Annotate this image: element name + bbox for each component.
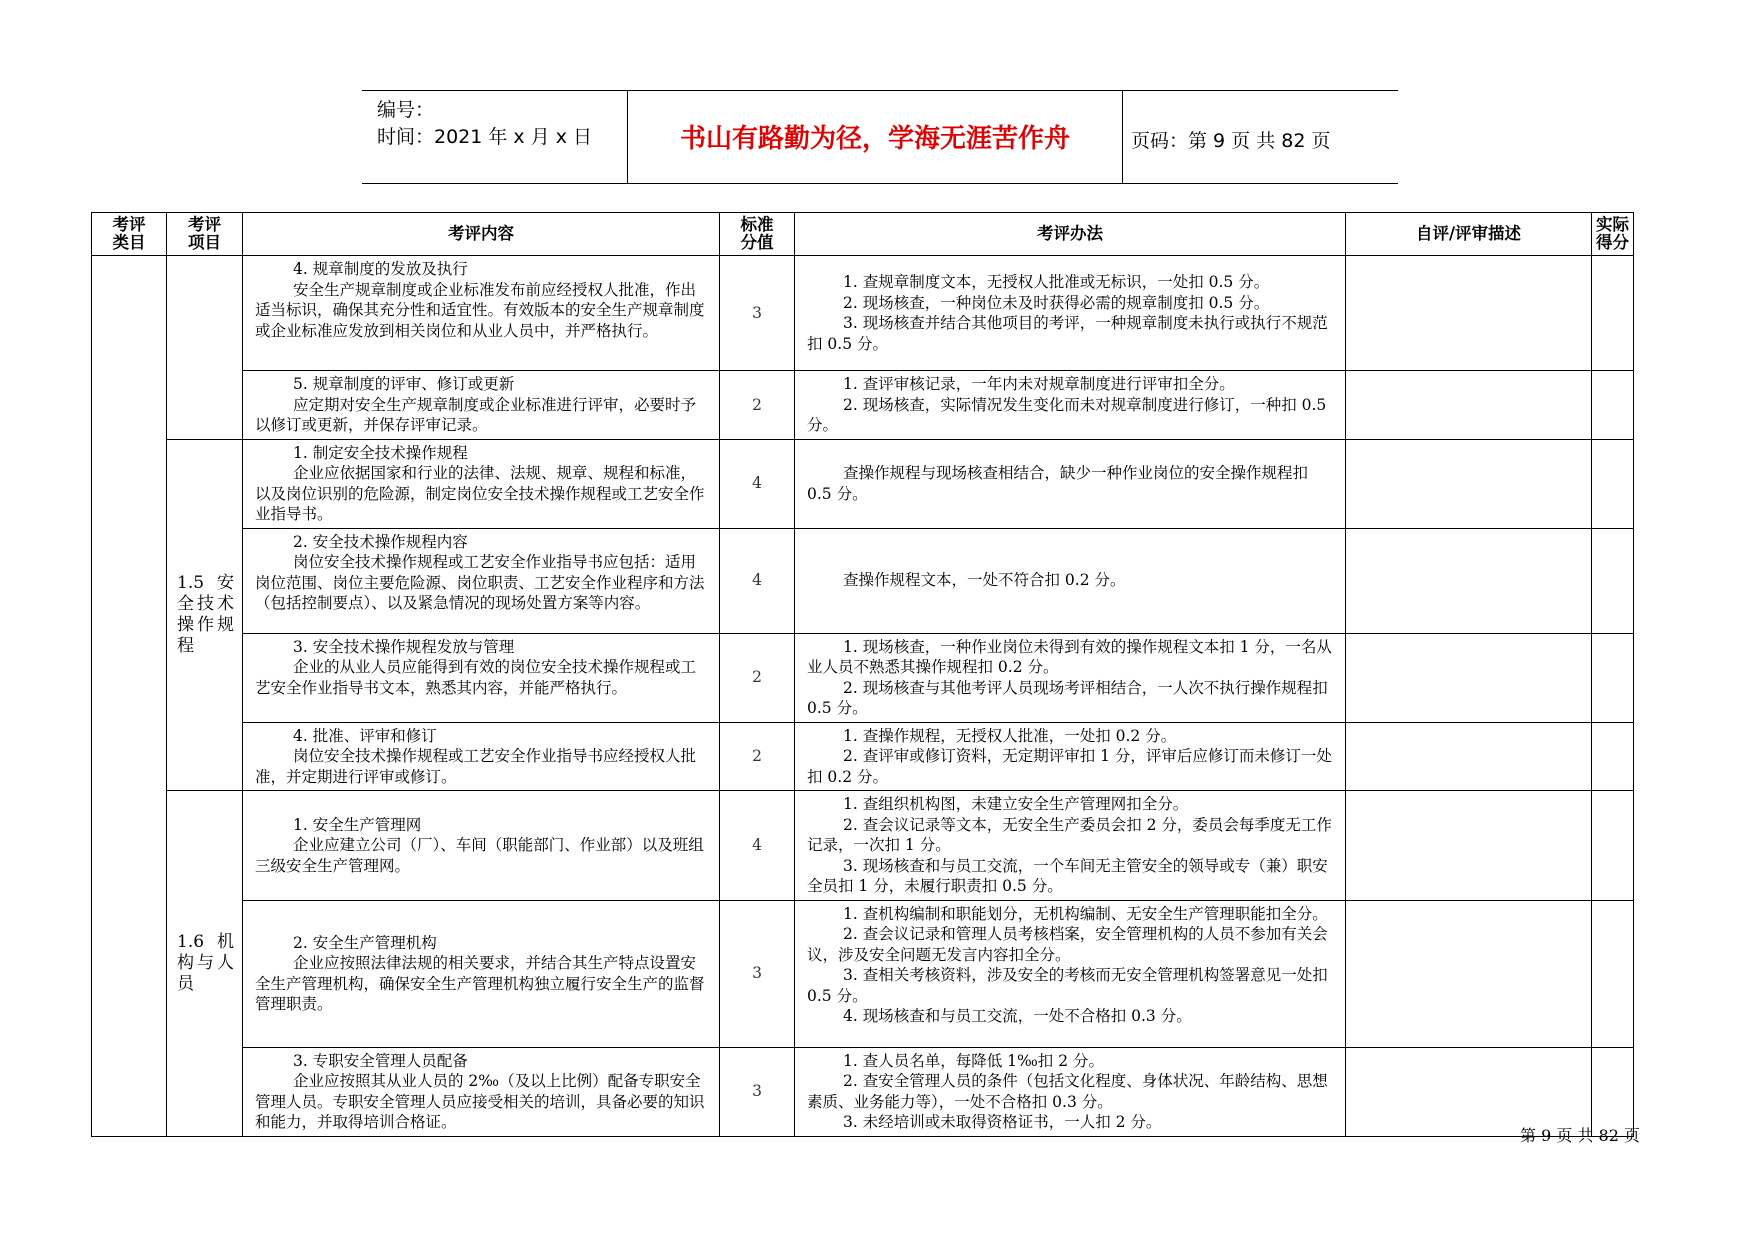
method-line: 查操作规程与现场核查相结合，缺少一种作业岗位的安全操作规程扣 0.5 分。 (807, 464, 1309, 503)
content-cell (243, 633, 720, 722)
score-cell: 3 (720, 256, 795, 371)
content-cell (243, 256, 720, 371)
col-header-category: 考评 类目 (92, 213, 167, 256)
method-cell (795, 722, 1346, 791)
content-body: 安全生产规章制度或企业标准发布前应经授权人批准，作出适当标识，确保其充分性和适宜性。有效版本的安全生产规章制度或企业标准应发放到相关岗位和从业人员中，并严格执行。 (255, 280, 705, 340)
method-cell (795, 439, 1346, 528)
content-cell (243, 371, 720, 440)
method-line: 2. 现场核查，实际情况发生变化而未对规章制度进行修订，一种扣 0.5 分。 (807, 395, 1327, 434)
content-body: 岗位安全技术操作规程或工艺安全作业指导书应包括：适用岗位范围、岗位主要危险源、岗位职责、工艺安全作业程序和方法（包括控制要点）、以及紧急情况的现场处置方案等内容。 (255, 553, 705, 612)
page-footer: 第 9 页 共 82 页 (1520, 1126, 1640, 1145)
content-title: 1. 安全生产管理网 (293, 815, 422, 834)
document-number-label: 编号： (377, 99, 435, 121)
content-title: 2. 安全技术操作规程内容 (293, 532, 468, 551)
self-review-cell[interactable] (1346, 791, 1592, 901)
actual-score-cell[interactable] (1592, 528, 1634, 633)
method-cell (795, 1047, 1346, 1136)
item-cell-empty (167, 256, 243, 440)
actual-score-cell[interactable] (1592, 791, 1634, 901)
header-top-rule (362, 90, 1398, 91)
method-cell (795, 900, 1346, 1047)
item-group-organization-personnel: 1.6 机构与人员 (167, 791, 243, 1137)
content-title: 3. 专职安全管理人员配备 (293, 1051, 468, 1070)
method-cell (795, 528, 1346, 633)
content-body: 企业应按照法律法规的相关要求，并结合其生产特点设置安全生产管理机构，确保安全生产管理机构独立履行安全生产的监督管理职责。 (255, 954, 705, 1013)
method-line: 2. 查会议记录等文本，无安全生产委员会扣 2 分，委员会每季度无工作记录，一次扣 1 分。 (807, 815, 1332, 854)
score-cell: 2 (720, 633, 795, 722)
content-body: 企业应建立公司（厂）、车间（职能部门、作业部）以及班组三级安全生产管理网。 (255, 836, 704, 875)
actual-score-cell[interactable] (1592, 439, 1634, 528)
table-row (92, 439, 1634, 528)
table-row (92, 528, 1634, 633)
method-line: 1. 查机构编制和职能划分，无机构编制、无安全生产管理职能扣全分。 (843, 904, 1328, 923)
actual-score-cell[interactable] (1592, 371, 1634, 440)
method-line: 1. 现场核查，一种作业岗位未得到有效的操作规程文本扣 1 分，一名从业人员不熟悉其操作规程扣 0.2 分。 (807, 637, 1332, 676)
col-header-actual-score: 实际 得分 (1592, 213, 1634, 256)
table-row (92, 791, 1634, 901)
content-cell (243, 722, 720, 791)
self-review-cell[interactable] (1346, 371, 1592, 440)
self-review-cell[interactable] (1346, 633, 1592, 722)
score-cell: 4 (720, 528, 795, 633)
content-body: 企业应按照其从业人员的 2‰（及以上比例）配备专职安全管理人员。专职安全管理人员应接受相关的培训，具备必要的知识和能力，并取得培训合格证。 (255, 1072, 705, 1131)
self-review-cell[interactable] (1346, 722, 1592, 791)
content-body: 企业应依据国家和行业的法律、法规、规章、规程和标准，以及岗位识别的危险源，制定岗位安全技术操作规程或工艺安全作业指导书。 (255, 464, 705, 523)
content-title: 4. 规章制度的发放及执行 (293, 260, 468, 278)
score-cell: 3 (720, 900, 795, 1047)
self-review-cell[interactable] (1346, 528, 1592, 633)
table-row (92, 633, 1634, 722)
table-row (92, 371, 1634, 440)
table-row (92, 1047, 1634, 1136)
method-line: 1. 查操作规程，无授权人批准，一处扣 0.2 分。 (843, 726, 1177, 745)
content-cell (243, 900, 720, 1047)
score-cell: 3 (720, 1047, 795, 1136)
col-header-content: 考评内容 (243, 213, 720, 256)
method-line: 4. 现场核查和与员工交流，一处不合格扣 0.3 分。 (843, 1007, 1192, 1025)
method-line: 3. 查相关考核资料，涉及安全的考核而无安全管理机构签署意见一处扣 0.5 分。 (807, 966, 1328, 1005)
actual-score-cell[interactable] (1592, 633, 1634, 722)
table-header-row (92, 213, 1634, 256)
self-review-cell[interactable] (1346, 900, 1592, 1047)
content-body: 应定期对安全生产规章制度或企业标准进行评审，必要时予以修订或更新，并保存评审记录。 (255, 395, 697, 434)
method-line: 1. 查规章制度文本，无授权人批准或无标识，一处扣 0.5 分。 (843, 273, 1270, 291)
actual-score-cell[interactable] (1592, 722, 1634, 791)
header-bottom-rule (362, 183, 1398, 184)
actual-score-cell[interactable] (1592, 256, 1634, 371)
score-cell: 2 (720, 371, 795, 440)
table-row (92, 722, 1634, 791)
col-header-item: 考评 项目 (167, 213, 243, 256)
table-row (92, 900, 1634, 1047)
col-header-method: 考评办法 (795, 213, 1346, 256)
method-line: 1. 查评审核记录，一年内未对规章制度进行评审扣全分。 (843, 375, 1235, 393)
table-row (92, 256, 1634, 371)
content-title: 2. 安全生产管理机构 (293, 933, 437, 952)
item-group-safety-procedures: 1.5 安全技术操作规程 (167, 439, 243, 791)
method-cell (795, 791, 1346, 901)
method-line: 查操作规程文本，一处不符合扣 0.2 分。 (843, 571, 1126, 590)
col-header-self-review: 自评/评审描述 (1346, 213, 1592, 256)
method-line: 1. 查组织机构图，未建立安全生产管理网扣全分。 (843, 795, 1189, 813)
method-line: 3. 现场核查和与员工交流，一个车间无主管安全的领导或专（兼）职安全员扣 1 分，未履行职责扣 0.5 分。 (807, 856, 1328, 895)
content-title: 4. 批准、评审和修订 (293, 726, 437, 745)
content-cell (243, 1047, 720, 1136)
header-page-counter: 页码：第 9 页 共 82 页 (1131, 130, 1331, 152)
self-review-cell[interactable] (1346, 256, 1592, 371)
content-title: 5. 规章制度的评审、修订或更新 (293, 375, 515, 393)
method-cell (795, 371, 1346, 440)
method-cell (795, 256, 1346, 371)
content-body: 企业的从业人员应能得到有效的岗位安全技术操作规程或工艺安全作业指导书文本，熟悉其内容，并能严格执行。 (255, 658, 697, 697)
content-cell (243, 528, 720, 633)
method-line: 2. 查安全管理人员的条件（包括文化程度、身体状况、年龄结构、思想素质、业务能力等），一处不合格扣 0.3 分。 (807, 1072, 1328, 1111)
content-cell (243, 791, 720, 901)
score-cell: 4 (720, 439, 795, 528)
score-cell: 2 (720, 722, 795, 791)
content-body: 岗位安全技术操作规程或工艺安全作业指导书应经授权人批准，并定期进行评审或修订。 (255, 747, 697, 786)
content-cell (243, 439, 720, 528)
method-line: 2. 查评审或修订资料，无定期评审扣 1 分，评审后应修订而未修订一处扣 0.2 分。 (807, 747, 1332, 786)
method-line: 1. 查人员名单，每降低 1‰扣 2 分。 (843, 1051, 1105, 1070)
category-cell (92, 256, 167, 1137)
method-line: 3. 现场核查并结合其他项目的考评，一种规章制度未执行或执行不规范扣 0.5 分。 (807, 314, 1328, 353)
actual-score-cell[interactable] (1592, 900, 1634, 1047)
content-title: 1. 制定安全技术操作规程 (293, 443, 468, 462)
score-cell: 4 (720, 791, 795, 901)
method-line: 3. 未经培训或未取得资格证书，一人扣 2 分。 (843, 1113, 1162, 1131)
header-motto: 书山有路勤为径，学海无涯苦作舟 (679, 124, 1070, 154)
col-header-score: 标准 分值 (720, 213, 795, 256)
self-review-cell[interactable] (1346, 439, 1592, 528)
content-title: 3. 安全技术操作规程发放与管理 (293, 637, 515, 656)
method-line: 2. 查会议记录和管理人员考核档案，安全管理机构的人员不参加有关会议，涉及安全问题无发言内容扣全分。 (807, 925, 1328, 964)
document-date-label: 时间：2021 年 x 月 x 日 (377, 126, 593, 148)
method-cell (795, 633, 1346, 722)
method-line: 2. 现场核查，一种岗位未及时获得必需的规章制度扣 0.5 分。 (843, 293, 1270, 312)
header-divider-right (1122, 90, 1123, 184)
assessment-table (91, 212, 1634, 1137)
method-line: 2. 现场核查与其他考评人员现场考评相结合，一人次不执行操作规程扣 0.5 分。 (807, 678, 1328, 717)
